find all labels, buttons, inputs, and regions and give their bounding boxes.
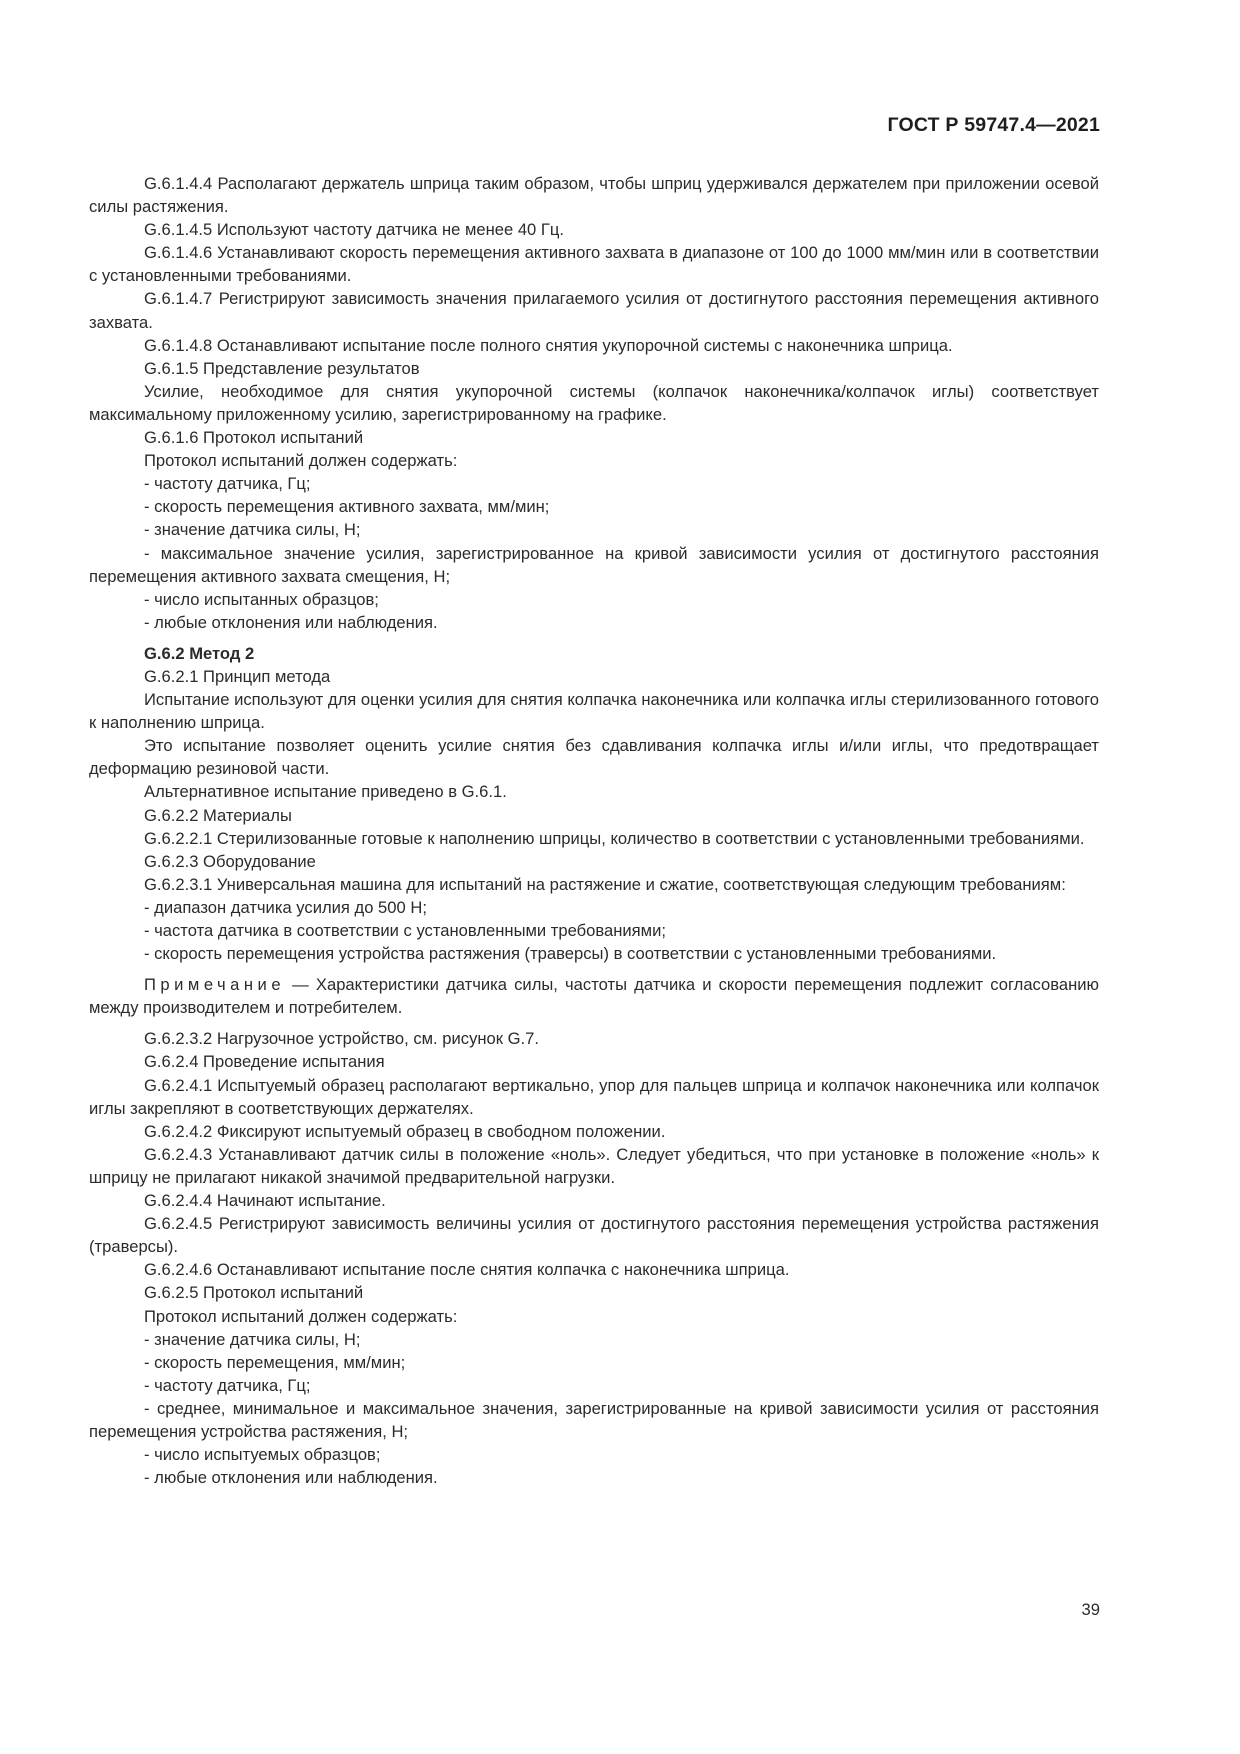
paragraph: Протокол испытаний должен содержать: xyxy=(144,451,458,471)
paragraph: G.6.2.4.3 Устанавливают датчик силы в положение «ноль». Следует убедиться, что при установке в положение «ноль» к шприцу не прилагают никакой значимой предварительной нагрузки. xyxy=(89,1144,1099,1187)
list-item: - частота датчика в соответствии с установленными требованиями; xyxy=(144,921,666,940)
paragraph: G.6.1.4.4 Располагают держатель шприца таким образом, чтобы шприц удерживался держателем при приложении осевой силы растяжения. xyxy=(89,174,1099,217)
paragraph: G.6.1.4.7 Регистрируют зависимость значения прилагаемого усилия от достигнутого расстояния перемещения активного захвата. xyxy=(89,289,1099,332)
document-body xyxy=(89,172,1099,1489)
note-paragraph xyxy=(89,973,1099,1019)
list-item: - число испытуемых образцов; xyxy=(144,1445,381,1465)
section-heading: G.6.2 Метод 2 xyxy=(144,643,255,663)
paragraph: G.6.2.4.4 Начинают испытание. xyxy=(144,1191,386,1211)
list-item: - значение датчика силы, Н; xyxy=(144,1329,361,1349)
list-item: - диапазон датчика усилия до 500 Н; xyxy=(144,897,427,917)
paragraph: G.6.2.3.1 Универсальная машина для испытаний на растяжение и сжатие, соответствующая следующим требованиям: xyxy=(144,874,1066,894)
paragraph: G.6.1.4.8 Останавливают испытание после полного снятия укупорочной системы с наконечника шприца. xyxy=(144,335,953,355)
list-item: - максимальное значение усилия, зарегистрированное на кривой зависимости усилия от достигнутого расстояния перемещения активного захвата смещения, Н; xyxy=(89,543,1099,586)
paragraph: Испытание используют для оценки усилия для снятия колпачка наконечника или колпачка иглы стерилизованного готового к наполнению шприца. xyxy=(89,690,1099,733)
paragraph: G.6.2.4.1 Испытуемый образец располагают вертикально, упор для пальцев шприца и колпачок наконечника или колпачок иглы закрепляют в соответствующих держателях. xyxy=(89,1075,1099,1118)
paragraph: G.6.2.4.5 Регистрируют зависимость величины усилия от достигнутого расстояния перемещения устройства растяжения (траверсы). xyxy=(89,1214,1099,1257)
paragraph: G.6.2.4.6 Останавливают испытание после снятия колпачка с наконечника шприца. xyxy=(144,1260,790,1280)
paragraph: G.6.2.4 Проведение испытания xyxy=(144,1052,385,1072)
list-item: - скорость перемещения, мм/мин; xyxy=(144,1352,406,1372)
page-number: 39 xyxy=(1081,1600,1100,1619)
paragraph: G.6.2.4.2 Фиксируют испытуемый образец в свободном положении. xyxy=(144,1121,666,1141)
list-item: - любые отклонения или наблюдения. xyxy=(144,612,438,632)
list-item: - любые отклонения или наблюдения. xyxy=(144,1468,438,1488)
paragraph: G.6.2.5 Протокол испытаний xyxy=(144,1283,364,1303)
list-item: - число испытанных образцов; xyxy=(144,589,379,609)
list-item: - скорость перемещения активного захвата, мм/мин; xyxy=(144,497,550,517)
paragraph: Альтернативное испытание приведено в G.6.1. xyxy=(144,782,507,802)
note-label: Примечание xyxy=(144,975,286,995)
list-item: - скорость перемещения устройства растяжения (траверсы) в соответствии с установленными требованиями. xyxy=(144,944,997,964)
paragraph: G.6.2.1 Принцип метода xyxy=(144,666,331,686)
paragraph: Усилие, необходимое для снятия укупорочной системы (колпачок наконечника/колпачок иглы) соответствует максимальному приложенному усилию, зарегистрированному на графике. xyxy=(89,381,1099,424)
paragraph: Протокол испытаний должен содержать: xyxy=(144,1306,458,1326)
paragraph: G.6.1.5 Представление результатов xyxy=(144,358,420,378)
paragraph: G.6.2.3.2 Нагрузочное устройство, см. рисунок G.7. xyxy=(144,1029,539,1049)
paragraph: Это испытание позволяет оценить усилие снятия без сдавливания колпачка иглы и/или иглы, что предотвращает деформацию резиновой части. xyxy=(89,736,1099,779)
paragraph: G.6.2.2 Материалы xyxy=(144,805,292,825)
paragraph: G.6.2.2.1 Стерилизованные готовые к наполнению шприцы, количество в соответствии с установленными требованиями. xyxy=(144,828,1085,848)
paragraph: G.6.1.4.5 Используют частоту датчика не менее 40 Гц. xyxy=(144,220,564,240)
paragraph: G.6.1.4.6 Устанавливают скорость перемещения активного захвата в диапазоне от 100 до 1000 мм/мин или в соответствии с установленными требованиями. xyxy=(89,243,1099,286)
list-item: - частоту датчика, Гц; xyxy=(144,1375,311,1395)
list-item: - среднее, минимальное и максимальное значения, зарегистрированные на кривой зависимости усилия от расстояния перемещения устройства растяжения, Н; xyxy=(89,1398,1099,1441)
note-text: — Характеристики датчика силы, частоты датчика и скорости перемещения подлежит согласованию между производителем и потребителем. xyxy=(89,975,1099,1018)
document-number: ГОСТ Р 59747.4—2021 xyxy=(887,114,1100,136)
list-item: - частоту датчика, Гц; xyxy=(144,474,311,494)
paragraph: G.6.2.3 Оборудование xyxy=(144,851,316,871)
paragraph: G.6.1.6 Протокол испытаний xyxy=(144,428,364,448)
list-item: - значение датчика силы, Н; xyxy=(144,520,361,540)
